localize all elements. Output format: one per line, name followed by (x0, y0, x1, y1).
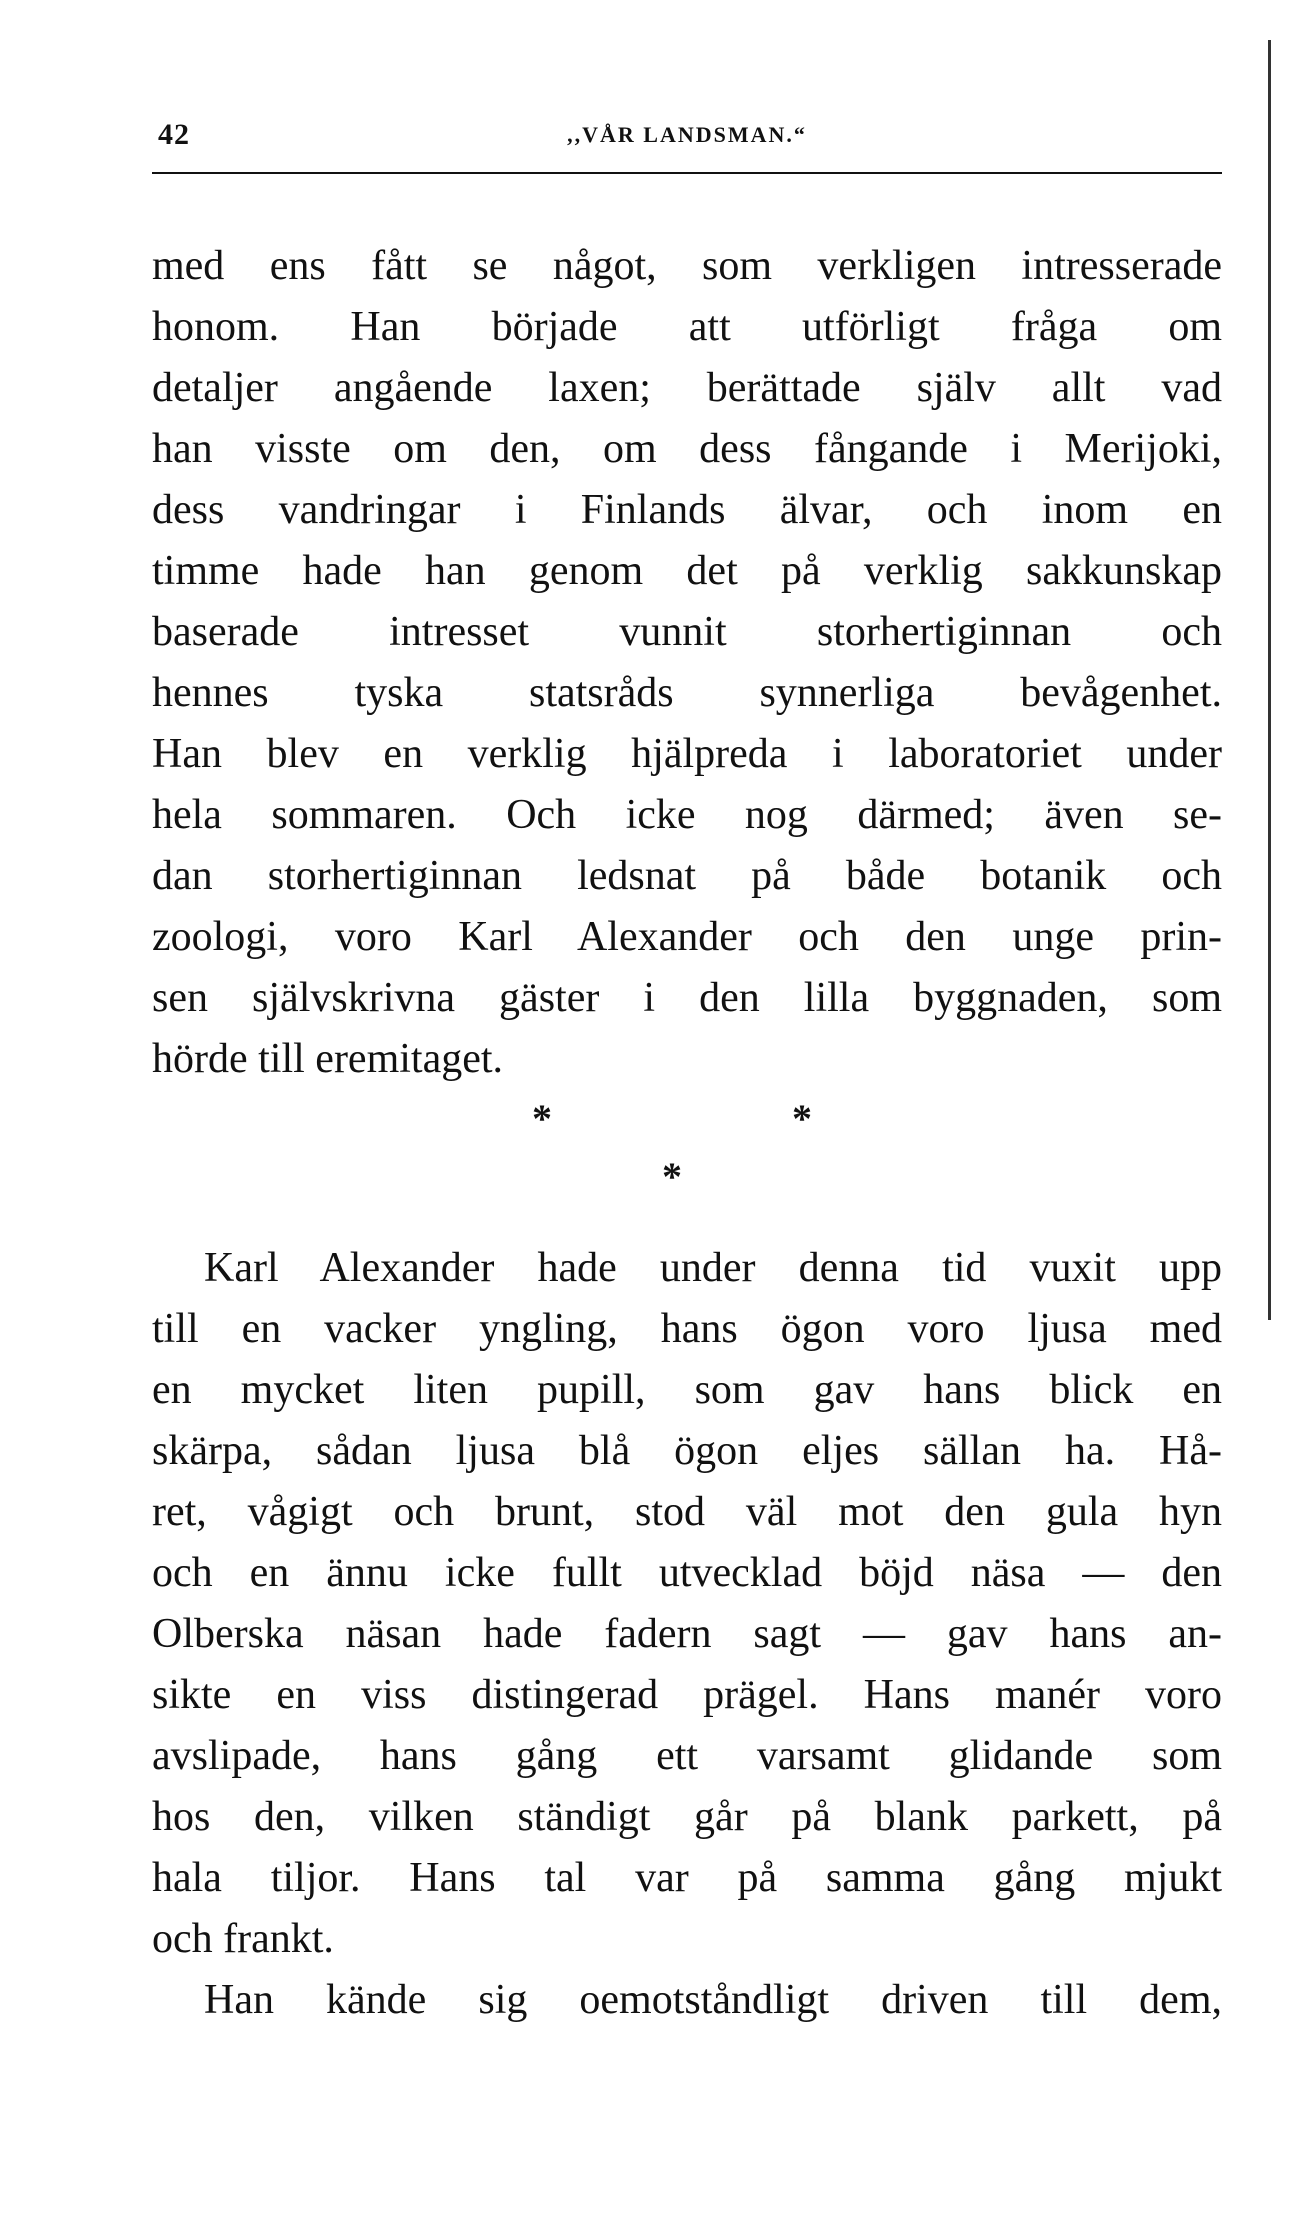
text-line: honom. Han började att utförligt fråga om (152, 304, 1222, 350)
text-line: dess vandringar i Finlands älvar, och inom en (152, 487, 1222, 533)
text-line: skärpa, sådan ljusa blå ögon eljes sällan ha. Hå- (152, 1428, 1222, 1474)
text-line: dan storhertiginnan ledsnat på både botanik och (152, 853, 1222, 899)
page-number: 42 (158, 118, 190, 151)
text-line: och frankt. (152, 1916, 334, 1962)
text-line: zoologi, voro Karl Alexander och den unge prin- (152, 914, 1222, 960)
text-line: ret, vågigt och brunt, stod väl mot den gula hyn (152, 1489, 1222, 1535)
text-line: han visste om den, om dess fångande i Merijoki, (152, 426, 1222, 472)
text-line: hela sommaren. Och icke nog därmed; även se- (152, 792, 1222, 838)
page-header (152, 118, 1222, 178)
text-line: hörde till eremitaget. (152, 1036, 504, 1082)
text-line: en mycket liten pupill, som gav hans blick en (152, 1367, 1222, 1413)
text-line: Olberska näsan hade fadern sagt — gav hans an- (152, 1611, 1222, 1657)
text-line: baserade intresset vunnit storhertiginnan och (152, 609, 1222, 655)
text-line: timme hade han genom det på verklig sakkunskap (152, 548, 1222, 594)
text-line: avslipade, hans gång ett varsamt glidande som (152, 1733, 1222, 1779)
paragraph-2 (152, 1238, 1222, 2031)
text-line: Karl Alexander hade under denna tid vuxit upp (204, 1245, 1222, 1291)
text-line: Han blev en verklig hjälpreda i laboratoriet under (152, 731, 1222, 777)
text-line: hala tiljor. Hans tal var på samma gång mjukt (152, 1855, 1222, 1901)
running-title: ,,VÅR LANDSMAN.“ (567, 122, 807, 147)
paragraph-1 (152, 236, 1222, 1090)
text-line: hos den, vilken ständigt går på blank parkett, på (152, 1794, 1222, 1840)
text-line: sikte en viss distingerad prägel. Hans manér voro (152, 1672, 1222, 1718)
text-line: med ens fått se något, som verkligen intresserade (152, 243, 1222, 289)
header-rule (152, 172, 1222, 174)
text-line: detaljer angående laxen; berättade själv allt vad (152, 365, 1222, 411)
text-line: till en vacker yngling, hans ögon voro ljusa med (152, 1306, 1222, 1352)
section-break-asterism (152, 1095, 1222, 1205)
asterisk: * (662, 1154, 682, 1199)
asterisk: * (792, 1096, 812, 1141)
text-line: sen självskrivna gäster i den lilla byggnaden, som (152, 975, 1222, 1021)
text-line: och en ännu icke fullt utvecklad böjd näsa — den (152, 1550, 1222, 1596)
text-line: Han kände sig oemotståndligt driven till dem, (204, 1977, 1222, 2023)
text-line: hennes tyska statsråds synnerliga bevågenhet. (152, 670, 1222, 716)
page-edge-line (1268, 40, 1271, 1320)
asterisk: * (532, 1096, 552, 1141)
